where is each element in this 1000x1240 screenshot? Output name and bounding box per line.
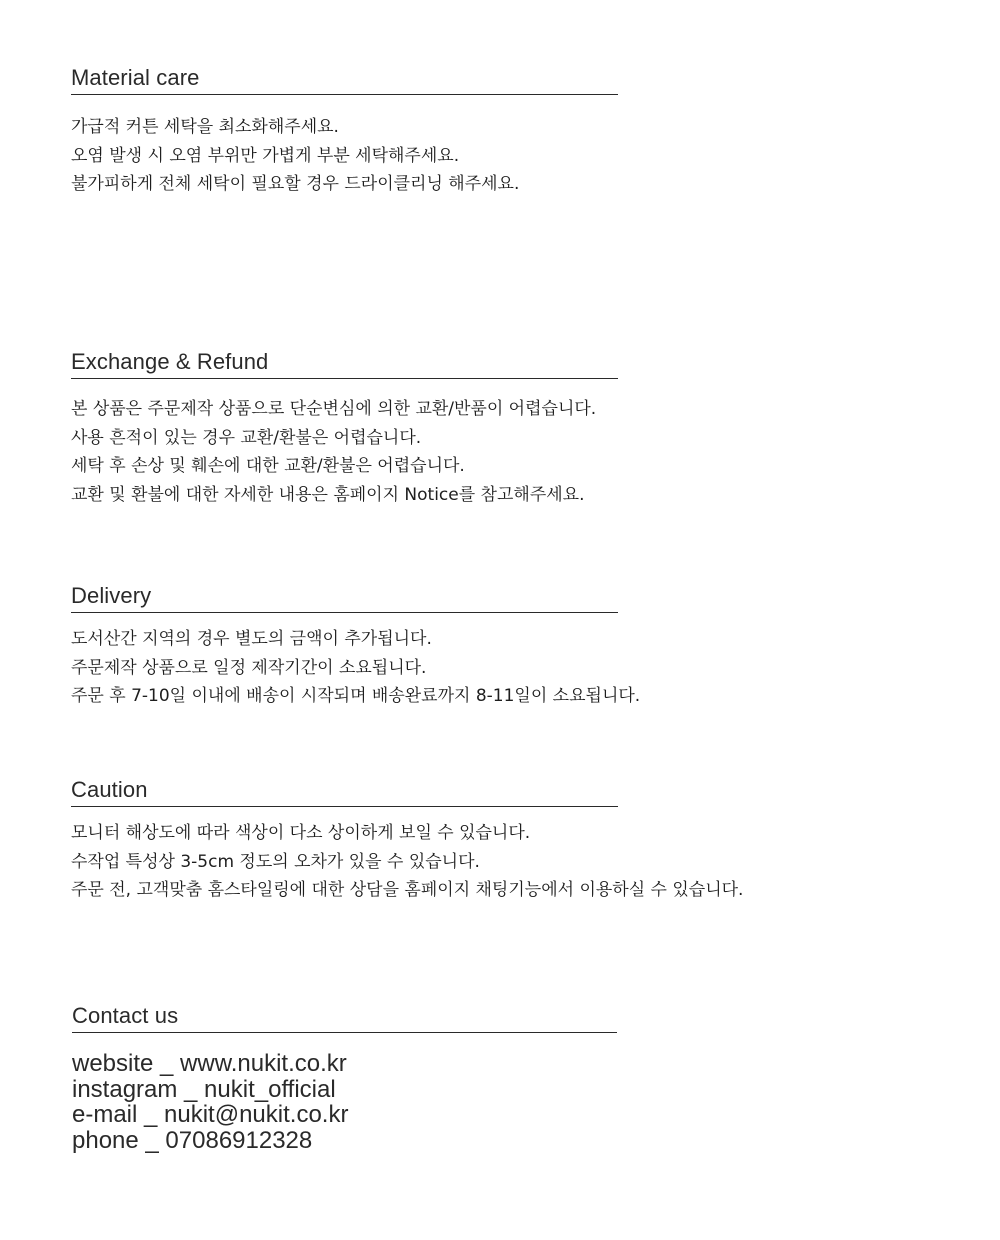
exchange-refund-section [71, 348, 618, 509]
caution-line: 수작업 특성상 3-5cm 정도의 오차가 있을 수 있습니다. [71, 851, 480, 872]
contact-list [72, 1051, 617, 1153]
contact-instagram: instagram _ nukit_official [72, 1075, 336, 1103]
delivery-list [71, 625, 641, 711]
caution-list [71, 819, 744, 905]
caution-section [71, 776, 744, 905]
delivery-title: Delivery [71, 582, 618, 613]
contact-section [72, 1002, 617, 1153]
contact-phone: phone _ 07086912328 [72, 1126, 313, 1154]
delivery-line: 도서산간 지역의 경우 별도의 금액이 추가됩니다. [71, 629, 432, 649]
exchange-refund-line: 세탁 후 손상 및 훼손에 대한 교환/환불은 어렵습니다. [71, 456, 465, 476]
material-care-line: 불가피하게 전체 세탁이 필요할 경우 드라이클리닝 해주세요. [71, 174, 520, 194]
delivery-line: 주문제작 상품으로 일정 제작기간이 소요됩니다. [71, 657, 427, 678]
material-care-title: Material care [71, 64, 618, 95]
exchange-refund-line: 본 상품은 주문제작 상품으로 단순변심에 의한 교환/반품이 어렵습니다. [71, 399, 597, 419]
exchange-refund-title: Exchange & Refund [71, 348, 618, 379]
exchange-refund-line: 교환 및 환불에 대한 자세한 내용은 홈페이지 Notice를 참고해주세요. [71, 484, 585, 505]
caution-line: 주문 전, 고객맞춤 홈스타일링에 대한 상담을 홈페이지 채팅기능에서 이용하실 수 있습니다. [71, 880, 744, 900]
exchange-refund-line: 사용 흔적이 있는 경우 교환/환불은 어렵습니다. [71, 427, 422, 448]
caution-line: 모니터 해상도에 따라 색상이 다소 상이하게 보일 수 있습니다. [71, 823, 531, 843]
material-care-line: 가급적 커튼 세탁을 최소화해주세요. [71, 117, 339, 137]
material-care-section [71, 64, 618, 199]
caution-title: Caution [71, 776, 618, 807]
contact-website: website _ www.nukit.co.kr [72, 1050, 347, 1077]
delivery-line: 주문 후 7-10일 이내에 배송이 시작되며 배송완료까지 8-11일이 소요됩니다. [71, 686, 641, 706]
material-care-line: 오염 발생 시 오염 부위만 가볍게 부분 세탁해주세요. [71, 145, 460, 166]
delivery-section [71, 582, 641, 711]
contact-email: e-mail _ nukit@nukit.co.kr [72, 1101, 349, 1128]
contact-title: Contact us [72, 1002, 617, 1033]
exchange-refund-list [71, 395, 618, 509]
material-care-list [71, 113, 618, 199]
